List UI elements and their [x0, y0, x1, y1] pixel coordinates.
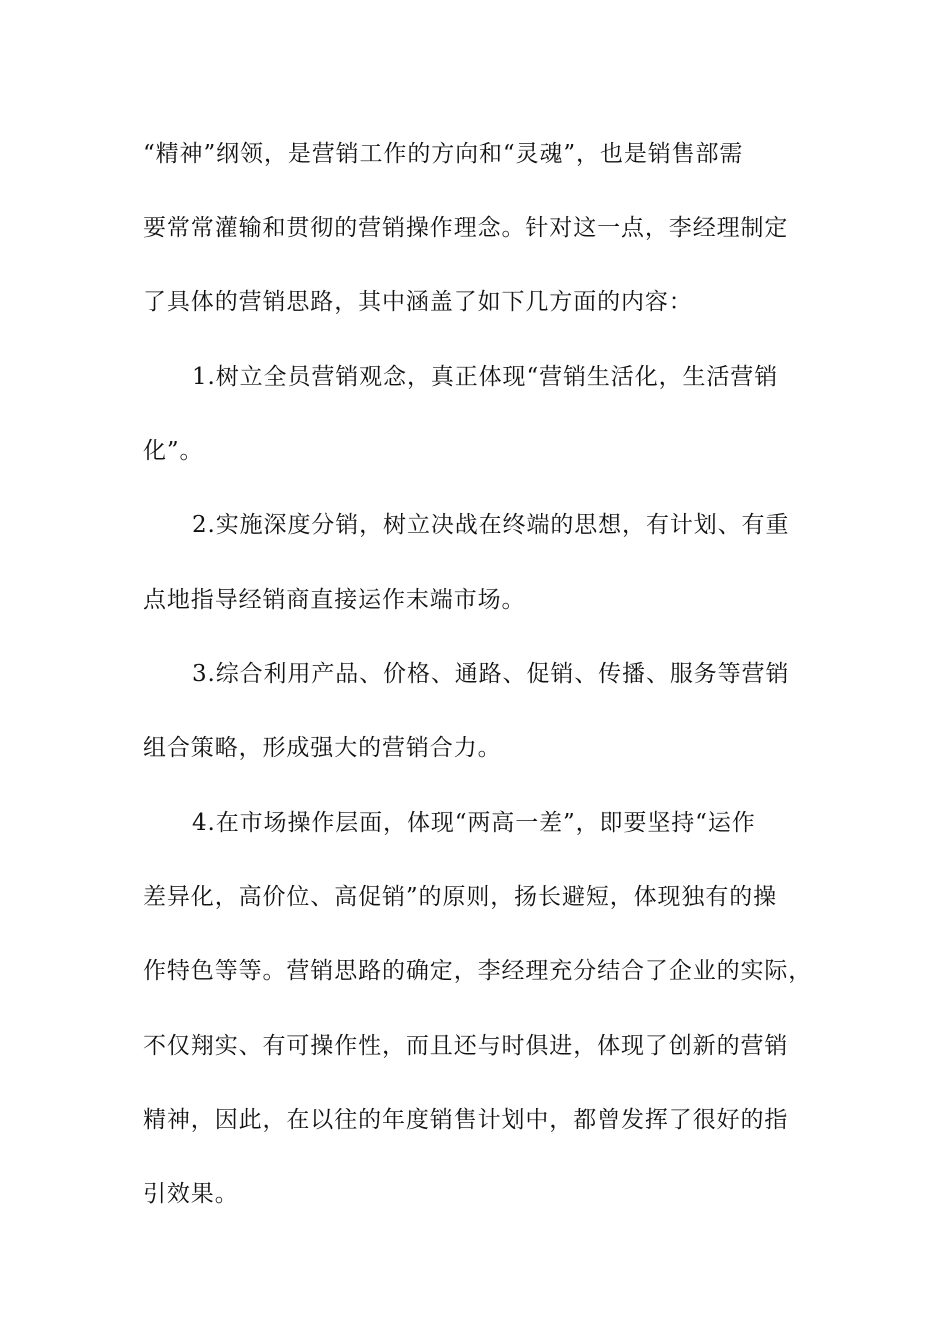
list-item-4-line: 4.在市场操作层面，体现“两高一差”，即要坚持“运作	[192, 810, 756, 836]
list-item-4-continuation: 差异化，高价位、高促销”的原则，扬长避短，体现独有的操	[143, 884, 778, 910]
text-line: 不仅翔实、有可操作性，而且还与时俱进，体现了创新的营销	[143, 1033, 789, 1059]
text-line: 精神，因此，在以往的年度销售计划中，都曾发挥了很好的指	[143, 1107, 789, 1133]
list-item-1-continuation: 化”。	[143, 438, 204, 464]
text-line: 要常常灌输和贯彻的营销操作理念。针对这一点，李经理制定	[143, 215, 789, 241]
list-item-1-line: 1.树立全员营销观念，真正体现“营销生活化，生活营销	[192, 364, 779, 390]
list-item-2-continuation: 点地指导经销商直接运作末端市场。	[143, 587, 526, 613]
text-line: 了具体的营销思路，其中涵盖了如下几方面的内容：	[143, 289, 693, 315]
text-line: “精神”纲领，是营销工作的方向和“灵魂”，也是销售部需	[143, 141, 744, 167]
text-line: 作特色等等。营销思路的确定，李经理充分结合了企业的实际，	[143, 958, 813, 984]
list-item-3-continuation: 组合策略，形成强大的营销合力。	[143, 735, 502, 761]
list-item-2-line: 2.实施深度分销，树立决战在终端的思想，有计划、有重	[192, 512, 790, 538]
list-item-3-line: 3.综合利用产品、价格、通路、促销、传播、服务等营销	[192, 661, 790, 687]
text-line: 引效果。	[143, 1181, 239, 1207]
